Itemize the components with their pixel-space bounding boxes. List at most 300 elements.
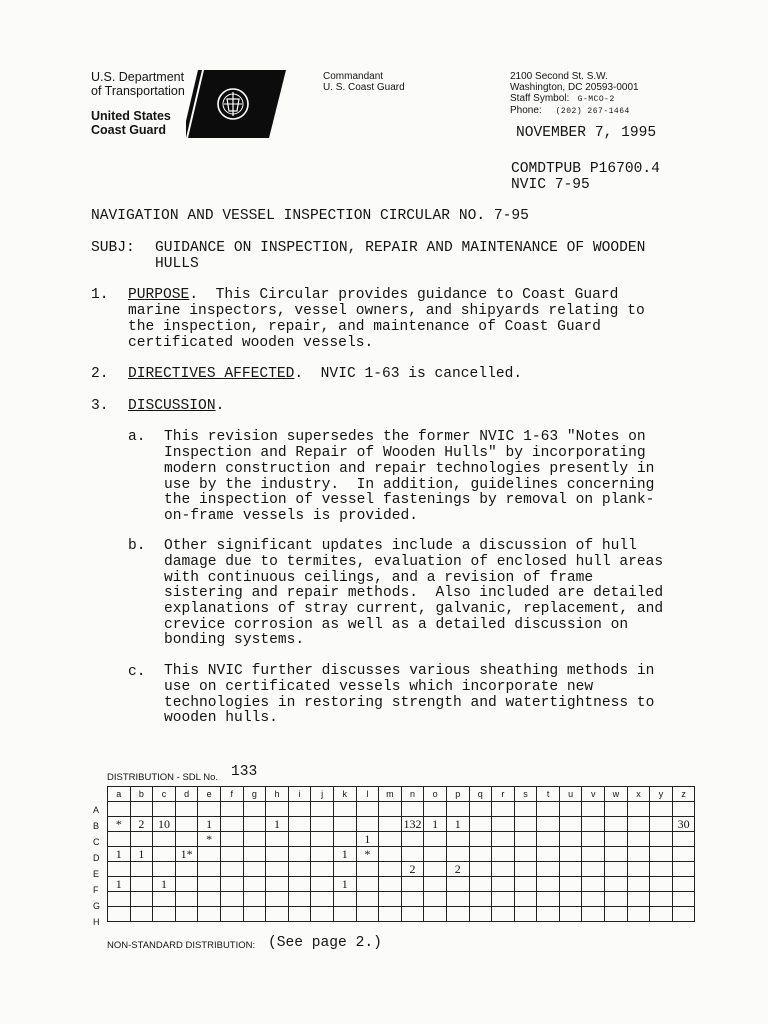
distribution-header-row (108, 787, 695, 802)
distribution-cell (130, 892, 153, 907)
distribution-cell (175, 907, 198, 922)
distribution-cell (311, 817, 334, 832)
distribution-cell (311, 802, 334, 817)
distribution-column-header: r (492, 787, 515, 802)
address-line-2: Washington, DC 20593-0001 (510, 82, 639, 93)
distribution-cell (514, 847, 537, 862)
distribution-cell (424, 832, 447, 847)
para-b-line: damage due to termites, evaluation of enclosed hull areas (164, 554, 664, 570)
distribution-cell (243, 877, 266, 892)
distribution-cell: 1 (266, 817, 289, 832)
staff-symbol-line (510, 93, 639, 105)
sdl-number: 133 (231, 764, 258, 780)
distribution-column-header: f (220, 787, 243, 802)
distribution-cell (153, 907, 176, 922)
distribution-cell (537, 832, 560, 847)
subject-line-1: GUIDANCE ON INSPECTION, REPAIR AND MAINTENANCE OF WOODEN (155, 240, 646, 256)
distribution-cell (198, 907, 221, 922)
distribution-cell: * (356, 847, 379, 862)
distribution-column-header: m (379, 787, 402, 802)
nonstandard-distribution-label: NON-STANDARD DISTRIBUTION: (107, 940, 256, 951)
distribution-cell (401, 877, 424, 892)
para-b-line: sistering and repair methods. Also included are detailed (164, 585, 664, 601)
distribution-cell (243, 892, 266, 907)
distribution-column-header: x (627, 787, 650, 802)
distribution-cell (537, 862, 560, 877)
address-line-1: 2100 Second St. S.W. (510, 71, 608, 82)
distribution-cell (266, 877, 289, 892)
distribution-cell (130, 832, 153, 847)
distribution-cell (492, 892, 515, 907)
distribution-cell (514, 877, 537, 892)
distribution-cell (424, 847, 447, 862)
distribution-cell (379, 832, 402, 847)
address-block (510, 71, 639, 117)
distribution-cell (243, 832, 266, 847)
distribution-row-label: D (93, 853, 100, 863)
distribution-column-header: h (266, 787, 289, 802)
distribution-cell (446, 907, 469, 922)
distribution-column-header: t (537, 787, 560, 802)
para-c-line: technologies in restoring strength and watertightness to (164, 695, 655, 711)
para-a-line: on-frame vessels is provided. (164, 508, 418, 524)
subject-line-2: HULLS (155, 256, 199, 272)
phone-value: (202) 267-1464 (555, 107, 630, 116)
distribution-cell (379, 892, 402, 907)
distribution-cell (288, 832, 311, 847)
distribution-cell (220, 817, 243, 832)
distribution-row-label: E (93, 869, 100, 879)
distribution-cell (288, 847, 311, 862)
distribution-cell (582, 802, 605, 817)
para-c-line: wooden hulls. (164, 710, 278, 726)
distribution-cell: 2 (446, 862, 469, 877)
distribution-cell: 1 (108, 877, 131, 892)
distribution-row-label: B (93, 821, 100, 831)
distribution-cell (266, 847, 289, 862)
distribution-cell: 1 (198, 817, 221, 832)
distribution-row (108, 802, 695, 817)
distribution-cell (333, 907, 356, 922)
distribution-cell (220, 892, 243, 907)
distribution-cell (379, 847, 402, 862)
distribution-cell (492, 832, 515, 847)
distribution-cell (514, 832, 537, 847)
distribution-cell (469, 892, 492, 907)
para-a-line: This revision supersedes the former NVIC 1-63 "Notes on (164, 429, 646, 445)
distribution-cell (108, 892, 131, 907)
para-a-label: a. (128, 429, 146, 445)
distribution-cell (198, 862, 221, 877)
distribution-cell (672, 832, 695, 847)
distribution-cell (559, 802, 582, 817)
para-b-line: explanations of stray current, galvanic, replacement, and (164, 601, 664, 617)
distribution-cell (492, 862, 515, 877)
distribution-column-header: l (356, 787, 379, 802)
distribution-cell (288, 862, 311, 877)
distribution-cell (469, 832, 492, 847)
distribution-cell (401, 832, 424, 847)
distribution-cell (446, 832, 469, 847)
distribution-cell (492, 877, 515, 892)
distribution-cell (627, 832, 650, 847)
distribution-column-header: p (446, 787, 469, 802)
distribution-cell: 1 (424, 817, 447, 832)
distribution-cell (559, 817, 582, 832)
distribution-cell (130, 862, 153, 877)
distribution-cell (582, 877, 605, 892)
distribution-cell (605, 862, 628, 877)
distribution-cell (537, 892, 560, 907)
distribution-cell (559, 877, 582, 892)
distribution-cell: 30 (672, 817, 695, 832)
distribution-cell (627, 817, 650, 832)
distribution-cell (514, 802, 537, 817)
cg-line-1: United States (91, 109, 171, 123)
distribution-cell (266, 907, 289, 922)
distribution-cell (492, 847, 515, 862)
distribution-cell (672, 847, 695, 862)
distribution-cell (446, 847, 469, 862)
distribution-column-header: s (514, 787, 537, 802)
distribution-cell (220, 877, 243, 892)
distribution-label: DISTRIBUTION - SDL No. (107, 772, 219, 783)
distribution-cell (288, 802, 311, 817)
distribution-cell (514, 907, 537, 922)
distribution-cell (266, 832, 289, 847)
para-a-line: Inspection and Repair of Wooden Hulls" by incorporating (164, 445, 646, 461)
distribution-table (107, 786, 695, 922)
distribution-column-header: k (333, 787, 356, 802)
distribution-cell (311, 847, 334, 862)
distribution-column-header: g (243, 787, 266, 802)
distribution-column-header: d (175, 787, 198, 802)
distribution-row (108, 817, 695, 832)
dept-line-1: U.S. Department (91, 70, 185, 84)
distribution-cell (650, 847, 673, 862)
circular-title: NAVIGATION AND VESSEL INSPECTION CIRCULAR NO. 7-95 (91, 208, 529, 224)
distribution-cell (311, 907, 334, 922)
distribution-cell (175, 862, 198, 877)
distribution-cell (379, 862, 402, 877)
commandant-org: U. S. Coast Guard (323, 82, 405, 93)
distribution-cell (175, 892, 198, 907)
distribution-cell (175, 817, 198, 832)
para-b-line: with continuous ceilings, and a revision of frame (164, 570, 594, 586)
distribution-cell (582, 832, 605, 847)
distribution-cell (243, 802, 266, 817)
distribution-cell (243, 862, 266, 877)
section-2-heading: DIRECTIVES AFFECTED (128, 366, 295, 382)
distribution-row-label: C (93, 837, 100, 847)
distribution-cell: 1 (130, 847, 153, 862)
distribution-cell (559, 832, 582, 847)
distribution-cell (401, 907, 424, 922)
distribution-cell (401, 892, 424, 907)
distribution-cell (446, 892, 469, 907)
distribution-cell (650, 817, 673, 832)
distribution-cell (175, 877, 198, 892)
distribution-cell (469, 877, 492, 892)
distribution-cell: 132 (401, 817, 424, 832)
distribution-cell (356, 802, 379, 817)
distribution-cell (537, 802, 560, 817)
para-b-line: bonding systems. (164, 632, 305, 648)
distribution-cell: 1 (446, 817, 469, 832)
distribution-cell: * (108, 817, 131, 832)
distribution-cell (153, 847, 176, 862)
distribution-cell (605, 802, 628, 817)
distribution-cell (130, 802, 153, 817)
distribution-cell (514, 892, 537, 907)
distribution-cell (356, 817, 379, 832)
phone-label: Phone: (510, 105, 542, 116)
distribution-cell (220, 832, 243, 847)
distribution-column-header: e (198, 787, 221, 802)
para-c-line: use on certificated vessels which incorporate new (164, 679, 594, 695)
distribution-cell (492, 817, 515, 832)
distribution-cell (672, 892, 695, 907)
distribution-cell (266, 862, 289, 877)
distribution-cell (108, 907, 131, 922)
distribution-cell (198, 877, 221, 892)
distribution-cell (469, 802, 492, 817)
subject-label: SUBJ: (91, 240, 135, 256)
distribution-column-header: o (424, 787, 447, 802)
distribution-cell (672, 862, 695, 877)
distribution-cell (401, 847, 424, 862)
distribution-cell (153, 862, 176, 877)
pub-number: COMDTPUB P16700.4 (511, 161, 660, 177)
distribution-row-label: G (93, 901, 101, 911)
distribution-cell (356, 862, 379, 877)
distribution-cell (130, 907, 153, 922)
distribution-cell (379, 877, 402, 892)
distribution-cell (650, 802, 673, 817)
para-b-line: crevice corrosion as well as a detailed discussion on (164, 617, 629, 633)
distribution-cell (220, 847, 243, 862)
distribution-column-header: y (650, 787, 673, 802)
distribution-cell (605, 832, 628, 847)
distribution-cell (288, 892, 311, 907)
distribution-row (108, 877, 695, 892)
dept-name (91, 70, 185, 98)
distribution-cell (220, 907, 243, 922)
distribution-cell (627, 802, 650, 817)
distribution-cell (469, 907, 492, 922)
para-a-line: use by the industry. In addition, guidelines concerning (164, 477, 655, 493)
phone-line (510, 105, 639, 117)
distribution-cell (537, 847, 560, 862)
staff-symbol-label: Staff Symbol: (510, 93, 570, 104)
distribution-row (108, 847, 695, 862)
coast-guard-logo-icon (186, 68, 286, 140)
distribution-cell: 10 (153, 817, 176, 832)
distribution-cell (469, 862, 492, 877)
distribution-cell (424, 802, 447, 817)
distribution-cell (492, 907, 515, 922)
distribution-column-header: j (311, 787, 334, 802)
nonstandard-distribution-value: (See page 2.) (268, 935, 382, 951)
para-b-label: b. (128, 538, 146, 554)
distribution-cell (243, 817, 266, 832)
distribution-cell: * (198, 832, 221, 847)
distribution-cell (469, 817, 492, 832)
distribution-cell (288, 877, 311, 892)
distribution-column-header: q (469, 787, 492, 802)
distribution-cell (446, 877, 469, 892)
distribution-cell (650, 877, 673, 892)
section-2-text: . NVIC 1-63 is cancelled. (294, 366, 523, 382)
distribution-cell (243, 907, 266, 922)
distribution-cell (198, 802, 221, 817)
distribution-cell (605, 817, 628, 832)
distribution-cell (424, 862, 447, 877)
distribution-cell (379, 907, 402, 922)
distribution-cell (288, 907, 311, 922)
distribution-cell (175, 802, 198, 817)
distribution-cell (627, 907, 650, 922)
distribution-cell (288, 817, 311, 832)
distribution-cell (650, 907, 673, 922)
distribution-cell: 1 (356, 832, 379, 847)
distribution-cell: 1 (333, 847, 356, 862)
nvic-number: NVIC 7-95 (511, 177, 590, 193)
distribution-cell (356, 892, 379, 907)
distribution-cell (311, 877, 334, 892)
staff-symbol-value: G-MCO-2 (577, 95, 615, 104)
section-1-number: 1. (91, 287, 109, 303)
distribution-cell (514, 817, 537, 832)
distribution-cell (672, 907, 695, 922)
distribution-cell: 1 (153, 877, 176, 892)
distribution-cell (559, 892, 582, 907)
section-2-number: 2. (91, 366, 109, 382)
distribution-cell (424, 907, 447, 922)
distribution-cell (605, 892, 628, 907)
distribution-cell (446, 802, 469, 817)
distribution-cell (243, 847, 266, 862)
distribution-row (108, 907, 695, 922)
dept-line-2: of Transportation (91, 84, 185, 98)
distribution-cell (605, 907, 628, 922)
para-a-line: the inspection of vessel fastenings by removal on plank- (164, 492, 655, 508)
distribution-cell (379, 817, 402, 832)
para-b-line: Other significant updates include a discussion of hull (164, 538, 637, 554)
section-1-heading: PURPOSE (128, 287, 190, 303)
commandant-label: Commandant (323, 71, 384, 82)
distribution-cell (582, 907, 605, 922)
cg-line-2: Coast Guard (91, 123, 167, 137)
distribution-row (108, 862, 695, 877)
distribution-column-header: n (401, 787, 424, 802)
distribution-cell: 1 (108, 847, 131, 862)
distribution-cell (650, 892, 673, 907)
commandant-block (323, 71, 405, 93)
distribution-cell (198, 847, 221, 862)
distribution-cell: 1* (175, 847, 198, 862)
para-c-label: c. (128, 664, 146, 680)
distribution-cell (582, 892, 605, 907)
distribution-cell (582, 847, 605, 862)
section-1-text-3: the inspection, repair, and maintenance of Coast Guard (128, 319, 601, 335)
distribution-row-label: A (93, 805, 100, 815)
distribution-cell (424, 877, 447, 892)
distribution-cell (198, 892, 221, 907)
distribution-cell: 2 (401, 862, 424, 877)
distribution-row (108, 892, 695, 907)
distribution-column-header: b (130, 787, 153, 802)
distribution-cell (627, 877, 650, 892)
distribution-cell (266, 892, 289, 907)
distribution-cell (537, 817, 560, 832)
para-a-line: modern construction and repair technologies presently in (164, 461, 655, 477)
distribution-cell (333, 802, 356, 817)
distribution-column-header: z (672, 787, 695, 802)
para-c-line: This NVIC further discusses various sheathing methods in (164, 663, 655, 679)
distribution-cell (356, 907, 379, 922)
section-1-text-2: marine inspectors, vessel owners, and shipyards relating to (128, 303, 645, 319)
section-3-text: . (215, 398, 225, 414)
distribution-cell (108, 832, 131, 847)
section-3-line (128, 399, 224, 415)
distribution-cell (514, 862, 537, 877)
distribution-column-header: i (288, 787, 311, 802)
distribution-cell (559, 847, 582, 862)
distribution-cell (672, 802, 695, 817)
distribution-cell (627, 847, 650, 862)
distribution-cell (175, 832, 198, 847)
distribution-cell (220, 862, 243, 877)
distribution-cell (672, 877, 695, 892)
distribution-cell (311, 862, 334, 877)
distribution-cell (650, 832, 673, 847)
distribution-cell (130, 877, 153, 892)
distribution-cell (153, 892, 176, 907)
distribution-cell (108, 802, 131, 817)
section-1-line-1 (128, 288, 618, 304)
distribution-cell (605, 847, 628, 862)
distribution-cell (424, 892, 447, 907)
distribution-row-label: F (93, 885, 99, 895)
section-3-heading: DISCUSSION (128, 398, 216, 414)
distribution-column-header: v (582, 787, 605, 802)
distribution-column-header: c (153, 787, 176, 802)
distribution-cell (333, 817, 356, 832)
distribution-cell (492, 802, 515, 817)
section-1-text-1: . This Circular provides guidance to Coast Guard (189, 287, 619, 303)
document-date: NOVEMBER 7, 1995 (516, 125, 657, 141)
distribution-cell (333, 832, 356, 847)
distribution-cell (401, 802, 424, 817)
distribution-column-header: w (605, 787, 628, 802)
section-3-number: 3. (91, 398, 109, 414)
distribution-row-label: H (93, 917, 100, 927)
distribution-cell (356, 877, 379, 892)
distribution-cell (582, 817, 605, 832)
distribution-cell (537, 877, 560, 892)
distribution-cell (627, 862, 650, 877)
distribution-cell (333, 892, 356, 907)
distribution-cell (311, 832, 334, 847)
section-1-text-4: certificated wooden vessels. (128, 335, 374, 351)
distribution-column-header: u (559, 787, 582, 802)
distribution-row (108, 832, 695, 847)
distribution-cell (605, 877, 628, 892)
distribution-cell (559, 907, 582, 922)
distribution-cell (582, 862, 605, 877)
section-2-line (128, 367, 522, 383)
